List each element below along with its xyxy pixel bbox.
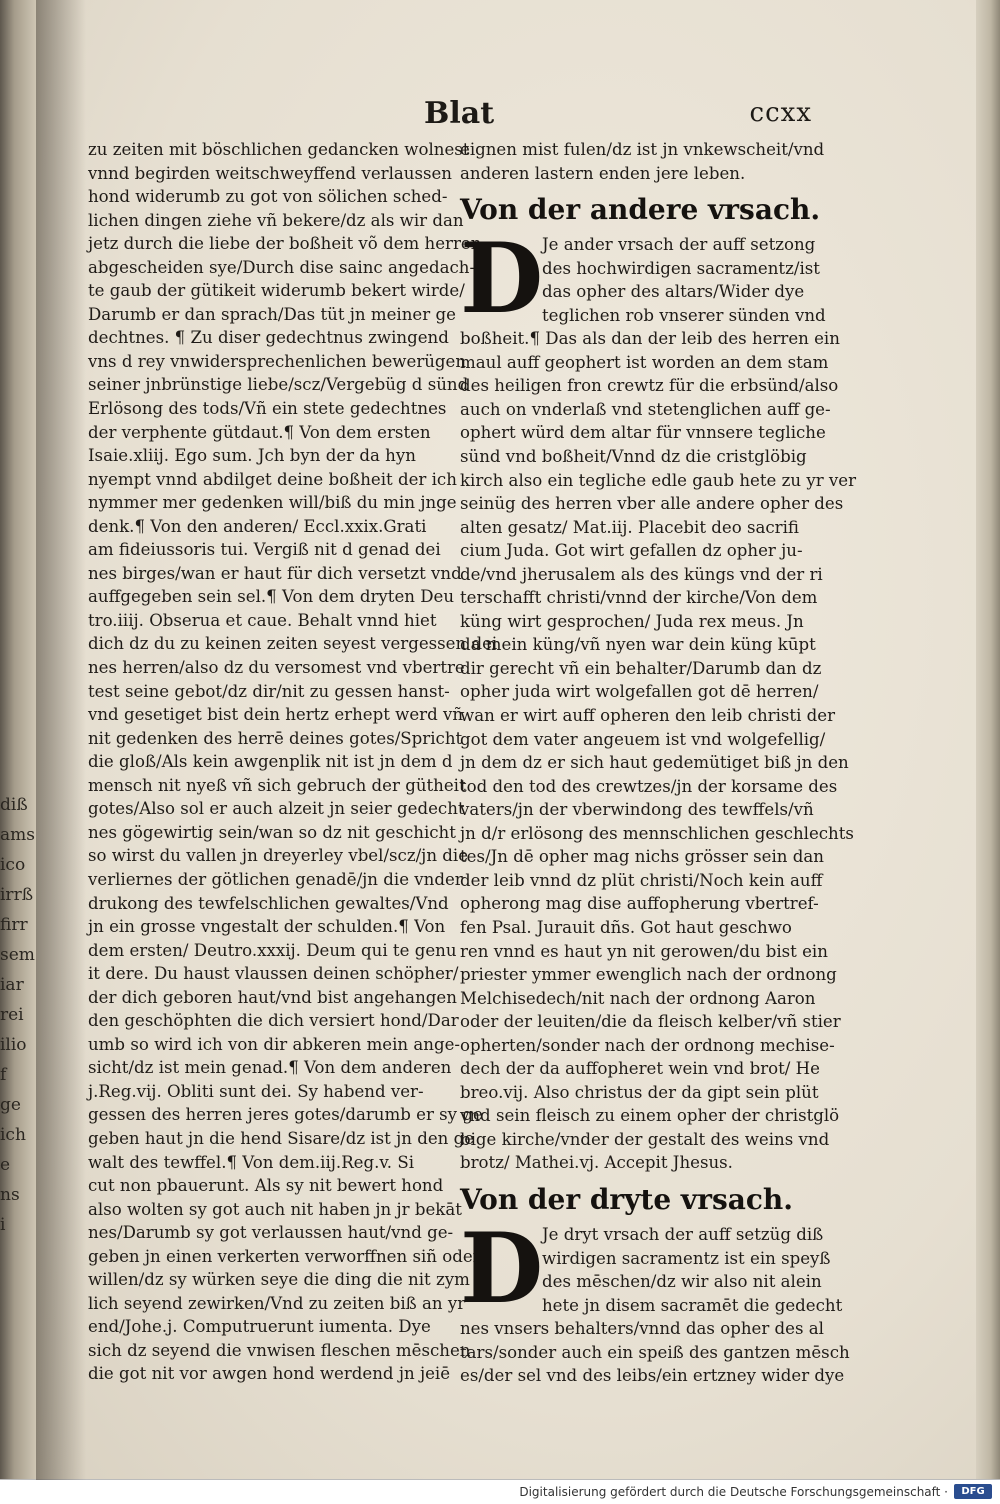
text-line: umb so wird ich von dir abkeren mein ange- — [88, 1034, 461, 1054]
text-line: eignen mist fulen/dz ist jn vnkewscheit/vnd — [460, 140, 825, 159]
text-line: gotes/Also sol er auch alzeit jn seier gedecht — [88, 799, 465, 819]
text-line: die got nit vor awgen hond werdend jn jeiē — [88, 1364, 451, 1384]
margin-fragment: ge — [0, 1095, 21, 1115]
text-line: end/Johe.j. Computruerunt iumenta. Dye — [88, 1317, 431, 1337]
text-line: wan er wirt auff opheren den leib christi der — [460, 706, 836, 726]
text-line: nes gögewirtig sein/wan so dz nit geschicht — [88, 822, 456, 842]
folio-number: ccxx — [749, 98, 812, 128]
running-title: Blat — [424, 96, 495, 131]
text-line: sich dz seyend die vnwisen fleschen mēschen — [88, 1340, 471, 1360]
dropcap-paragraph — [460, 1211, 843, 1325]
text-line: vnnd begirden weitschweyffend verlaussen — [88, 163, 452, 183]
text-line: jn d/r erlösong des mennschlichen geschlechts — [460, 823, 854, 843]
text-line: priester ymmer ewenglich nach der ordnong — [460, 965, 837, 985]
dropcap-paragraph — [460, 222, 826, 336]
text-line: des heiligen fron crewtz für die erbsünd/also — [460, 376, 839, 396]
text-line: breo.vij. Also christus der da gipt sein plüt — [460, 1082, 819, 1102]
text-line: nymmer mer gedenken will/biß du min jnge — [88, 493, 457, 513]
text-line: drukong des tewfelschlichen gewaltes/Vnd — [88, 893, 449, 913]
text-line: abgescheiden sye/Durch dise sainc angedach- — [88, 257, 476, 277]
text-line: nes vnsers behalters/vnnd das opher des al — [460, 1319, 824, 1339]
text-line: also wolten sy got auch nit haben jn jr bekāt — [88, 1199, 462, 1219]
text-line: der dich geboren haut/vnd bist angehangen — [88, 987, 457, 1007]
margin-fragment: iar — [0, 975, 24, 995]
text-line: vaters/jn der vberwindong des tewffels/vñ — [460, 800, 814, 820]
text-line: tro.iiij. Obserua et caue. Behalt vnnd hiet — [88, 610, 437, 630]
text-line: auffgegeben sein sel.¶ Von dem dryten Deu — [88, 587, 455, 607]
margin-fragment: irrß — [0, 885, 34, 905]
text-line: terschafft christi/vnnd der kirche/Von dem — [460, 588, 818, 608]
text-line: gessen des herren jeres gotes/darumb er sy ge — [88, 1105, 483, 1125]
text-line: boßheit.¶ Das als dan der leib des herren ein — [460, 329, 840, 349]
text-line: zu zeiten mit böschlichen gedancken wolnest — [88, 140, 470, 159]
text-line: lichen dingen ziehe vñ bekere/dz als wir dan — [88, 210, 464, 230]
text-line: brotz/ Mathei.vj. Accepit Jhesus. — [460, 1153, 733, 1173]
text-line: Isaie.xliij. Ego sum. Jch byn der da hyn — [88, 446, 416, 466]
text-line: cut non pbauerunt. Als sy nit bewert hond — [88, 1176, 444, 1196]
text-line: da mein küng/vñ nyen war dein küng kūpt — [460, 635, 816, 655]
text-line: den geschöphten die dich versiert hond/Dar — [88, 1011, 459, 1031]
margin-fragment: ams — [0, 825, 35, 845]
text-line: so wirst du vallen jn dreyerley vbel/scz/jn die — [88, 846, 469, 866]
text-line: te gaub der gütikeit widerumb bekert wirde/ — [88, 281, 465, 301]
page-header — [340, 96, 820, 136]
margin-fragments — [0, 790, 34, 1240]
text-line: dechtnes. ¶ Zu diser gedechtnus zwingend — [88, 328, 449, 348]
text-line: seiner jnbrünstige liebe/scz/Vergebüg d sünd — [88, 375, 469, 395]
margin-fragment: rei — [0, 1005, 24, 1025]
margin-fragment: ilio — [0, 1035, 27, 1055]
text-line: geben jn einen verkerten verworffnen siñ oder — [88, 1246, 481, 1266]
text-line: fen Psal. Jurauit dñs. Got haut geschwo — [460, 917, 792, 937]
text-line: alten gesatz/ Mat.iij. Placebit deo sacrifi — [460, 517, 799, 537]
text-line: dech der da auffopheret wein vnd brot/ He — [460, 1059, 820, 1079]
text-line: opherten/sonder nach der ordnong mechise- — [460, 1035, 835, 1055]
text-line: verliernes der götlichen genadē/jn die vnder — [88, 869, 463, 889]
margin-fragment: sem — [0, 945, 35, 965]
text-line: nes birges/wan er haut für dich versetzt vnd — [88, 563, 462, 583]
text-line: ophert würd dem altar für vnnsere tegliche — [460, 423, 826, 443]
text-line: Je dryt vrsach der auff setzüg diß — [542, 1224, 824, 1244]
section-heading-second-cause: Von der andere vrsach. — [460, 193, 821, 227]
text-line: nyempt vnnd abdilget deine boßheit der ich — [88, 469, 457, 489]
right-column — [460, 138, 857, 1388]
margin-fragment: diß — [0, 795, 28, 815]
text-line: jetz durch die liebe der boßheit võ dem herren — [88, 234, 482, 254]
text-line: it dere. Du haust vlaussen deinen schöpher/ — [88, 964, 459, 984]
text-line: willen/dz sy würken seye die ding die nit zym — [88, 1270, 470, 1290]
text-line: tars/sonder auch ein speiß des gantzen mēsch — [460, 1342, 850, 1362]
dropcap-initial: D — [460, 1211, 544, 1325]
text-line: denk.¶ Von den anderen/ Eccl.xxix.Grati — [88, 516, 427, 536]
text-line: de/vnd jherusalem als des küngs vnd der ri — [460, 564, 823, 584]
text-line: Darumb er dan sprach/Das tüt jn meiner ge — [88, 304, 456, 324]
margin-fragment: e — [0, 1155, 11, 1175]
text-line: sicht/dz ist mein genad.¶ Von dem anderen — [88, 1058, 452, 1078]
text-line: walt des tewffel.¶ Von dem.iij.Reg.v. Si — [88, 1152, 415, 1172]
text-line: cium Juda. Got wirt gefallen dz opher ju- — [460, 541, 803, 561]
text-line: seinüg des herren vber alle andere opher des — [460, 494, 844, 514]
text-line: Erlösong des tods/Vñ ein stete gedechtnes — [88, 399, 447, 419]
text-line: die gloß/Als kein awgenplik nit ist jn dem d — [88, 752, 453, 772]
text-line: geben haut jn die hend Sisare/dz ist jn den ge — [88, 1128, 475, 1148]
funding-credit: Digitalisierung gefördert durch die Deutsche Forschungsgemeinschaft · — [519, 1485, 948, 1499]
margin-fragment: f — [0, 1065, 7, 1085]
text-line: anderen lastern enden jere leben. — [460, 163, 746, 183]
text-line: am fideiussoris tui. Vergiß nit d genad dei — [88, 540, 441, 560]
text-line: tod den tod des crewtzes/jn der korsame des — [460, 776, 838, 796]
text-line: dich dz du zu keinen zeiten seyest vergessen dei — [88, 634, 498, 654]
text-line: j.Reg.vij. Obliti sunt dei. Sy habend ver- — [88, 1081, 424, 1101]
previous-page-edge — [0, 0, 36, 1480]
text-line: opher juda wirt wolgefallen got dē herren/ — [460, 682, 819, 702]
text-line: das opher des altars/Wider dye — [542, 282, 805, 302]
text-line: ren vnnd es haut yn nit gerowen/du bist ein — [460, 941, 828, 961]
text-line: sünd vnd boßheit/Vnnd dz die cristglöbig — [460, 447, 807, 467]
text-line: nes herren/also dz du versomest vnd vbertre — [88, 658, 465, 678]
text-line: mensch nit nyeß vñ sich gebruch der gütheit — [88, 775, 466, 795]
text-line: auch on vnderlaß vnd stetenglichen auff ge- — [460, 399, 831, 419]
text-line: nes/Darumb sy got verlaussen haut/vnd ge- — [88, 1223, 454, 1243]
text-line: des hochwirdigen sacramentz/ist — [542, 258, 820, 278]
text-line: jn ein grosse vngestalt der schulden.¶ Von — [88, 917, 446, 937]
text-line: küng wirt gesprochen/ Juda rex meus. Jn — [460, 611, 804, 631]
text-line: hond widerumb zu got von sölichen sched- — [88, 187, 448, 207]
text-line: kirch also ein tegliche edle gaub hete zu yr ver — [460, 470, 857, 490]
text-line: Melchisedech/nit nach der ordnong Aaron — [460, 988, 816, 1008]
text-line: nit gedenken des herrē deines gotes/Spricht — [88, 728, 463, 748]
text-line: lich seyend zewirken/Vnd zu zeiten biß an yr — [88, 1293, 466, 1313]
text-line: der verphente gütdaut.¶ Von dem ersten — [88, 422, 431, 442]
text-line: Je ander vrsach der auff setzong — [542, 235, 816, 255]
text-line: vnd gesetiget bist dein hertz erhept werd vñ — [88, 705, 464, 725]
section-heading-third-cause: Von der dryte vrsach. — [460, 1182, 794, 1216]
margin-fragment: ich — [0, 1125, 26, 1145]
text-line: wirdigen sacramentz ist ein speyß — [542, 1248, 831, 1268]
left-column — [88, 138, 498, 1386]
text-line: got dem vater angeuem ist vnd wolgefellig/ — [460, 729, 826, 749]
page-fore-edge — [976, 0, 1000, 1480]
text-line: jn dem dz er sich haut gedemütiget biß jn den — [460, 753, 849, 773]
margin-fragment: ns — [0, 1185, 20, 1205]
text-line: vns d rey vnwidersprechenlichen bewerügen — [88, 351, 467, 371]
text-line: vnd sein fleisch zu einem opher der christglö — [460, 1106, 840, 1126]
text-line: es/der sel vnd des leibs/ein ertzney wider dye — [460, 1366, 845, 1386]
text-line: maul auff geophert ist worden an dem stam — [460, 352, 829, 372]
dfg-logo: DFG — [954, 1484, 992, 1499]
margin-fragment: i — [0, 1215, 6, 1235]
text-line: hete jn disem sacramēt die gedecht — [542, 1295, 843, 1315]
margin-fragment: ico — [0, 855, 26, 875]
text-line: bige kirche/vnder der gestalt des weins vnd — [460, 1129, 830, 1149]
text-line: der leib vnnd dz plüt christi/Noch kein auff — [460, 870, 823, 890]
dropcap-initial: D — [460, 222, 544, 336]
text-line: opherong mag dise auffopherung vbertref- — [460, 894, 819, 914]
text-line: des mēschen/dz wir also nit alein — [542, 1272, 822, 1292]
digitization-footer — [0, 1479, 1000, 1504]
text-line: oder der leuiten/die da fleisch kelber/vñ stier — [460, 1012, 841, 1032]
text-line: teglichen rob vnserer sünden vnd — [542, 305, 826, 325]
text-line: dem ersten/ Deutro.xxxij. Deum qui te genu — [88, 940, 457, 960]
text-line: dir gerecht vñ ein behalter/Darumb dan dz — [460, 658, 822, 678]
text-line: tes/Jn dē opher mag nichs grösser sein dan — [460, 847, 824, 867]
margin-fragment: firr — [0, 915, 28, 935]
text-line: test seine gebot/dz dir/nit zu gessen hanst- — [88, 681, 450, 701]
